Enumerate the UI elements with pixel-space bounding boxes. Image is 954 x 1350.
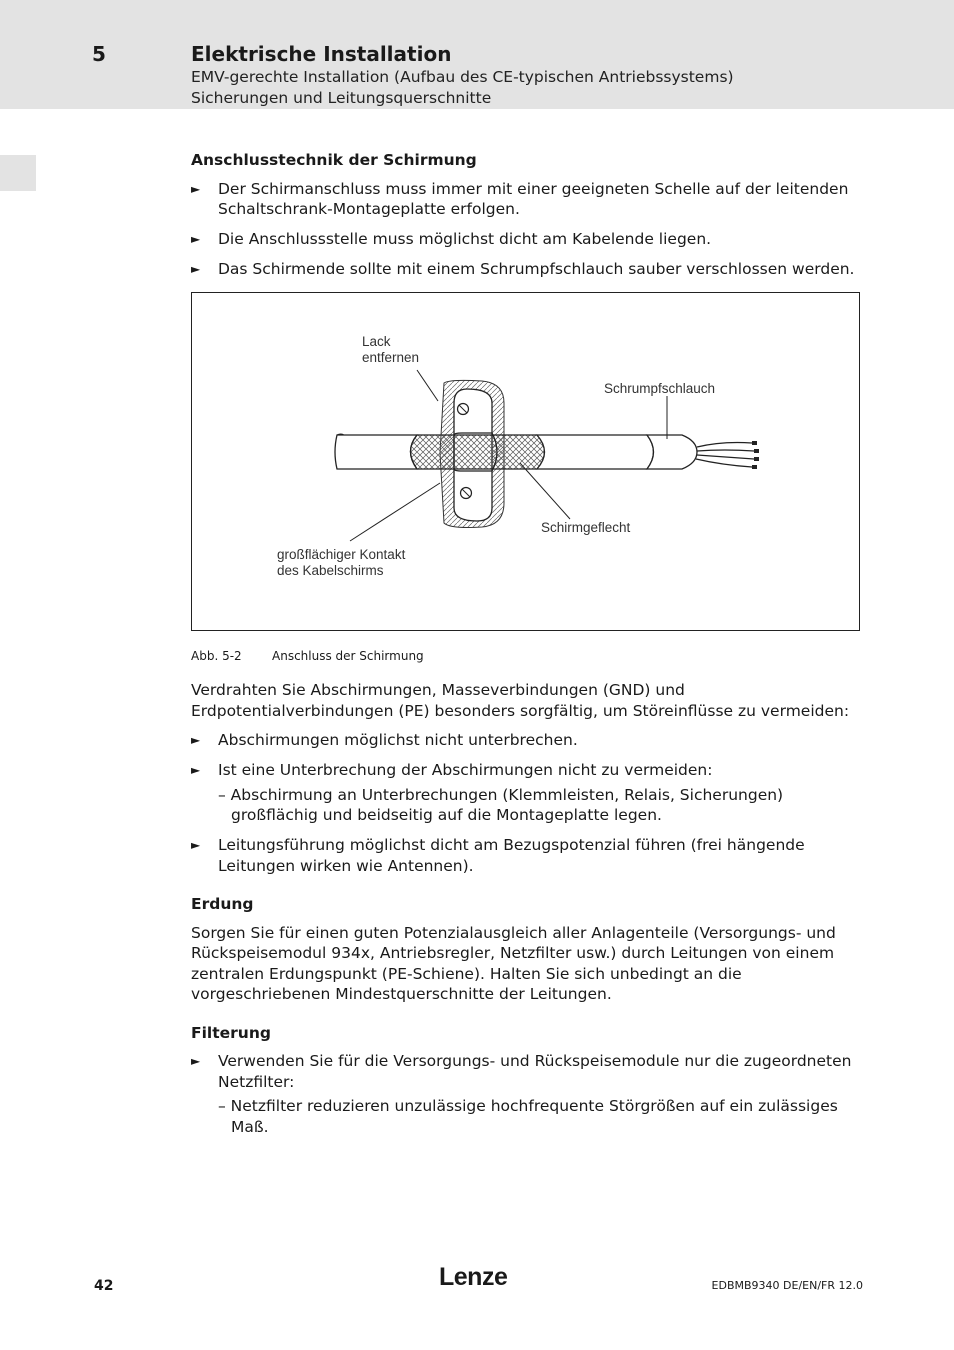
bullet-arrow-icon: ►: [191, 1054, 201, 1068]
bullet-arrow-icon: ►: [191, 232, 201, 246]
leader-kontakt: [350, 483, 440, 541]
caption-text: Anschluss der Schirmung: [272, 648, 424, 663]
cable-jacket-right: [537, 435, 654, 469]
leader-lack: [417, 370, 438, 401]
sub-item: – Abschirmung an Unterbrechungen (Klemmleisten, Relais, Sicherungen) großflächig und beidseitig auf die Montageplatte legen.: [218, 785, 784, 824]
main-content: [191, 150, 865, 1147]
bullet-text: Leitungsführung möglichst dicht am Bezugspotenzial führen (frei hängende Leitungen wirken wie Antennen).: [218, 836, 805, 875]
document-id: EDBMB9340 DE/EN/FR 12.0: [711, 1279, 863, 1292]
list-item: [191, 1051, 865, 1137]
label-kontakt-line-1: großflächiger Kontakt: [277, 546, 406, 562]
bullet-arrow-icon: ►: [191, 763, 201, 777]
wire-ends: [752, 441, 759, 469]
sub-item: – Netzfilter reduzieren unzulässige hochfrequente Störgrößen auf ein zulässiges Maß.: [218, 1097, 838, 1136]
page-number: 42: [94, 1278, 114, 1294]
list-item: [191, 760, 865, 826]
bullet-arrow-icon: ►: [191, 181, 201, 196]
lenze-logo: Lenze: [439, 1263, 508, 1291]
side-tab-marker: [0, 155, 36, 191]
bullet-text: Verwenden Sie für die Versorgungs- und Rückspeisemodule nur die zugeordneten Netzfilter:: [218, 1052, 852, 1091]
bullet-text: Der Schirmanschluss muss immer mit einer geeigneten Schelle auf der leitenden Schaltschrank-Montageplatte erfolgen.: [218, 179, 849, 218]
label-schrumpfschlauch: Schrumpfschlauch: [604, 380, 716, 396]
abschirmung-bullet-list: [191, 730, 865, 876]
cable-jacket-left: [335, 435, 417, 469]
subtitle-line-2: Sicherungen und Leitungsquerschnitte: [191, 89, 492, 107]
list-item: [191, 835, 865, 876]
schirmung-bullet-list: [191, 179, 865, 280]
bullet-arrow-icon: ►: [191, 733, 201, 747]
list-item: [191, 179, 865, 220]
label-lack-line-1: Lack: [362, 333, 391, 349]
shield-connection-figure: [191, 292, 860, 631]
chapter-number: 5: [92, 42, 106, 66]
cable-clamp-illustration: [192, 293, 859, 630]
bullet-text: Abschirmungen möglichst nicht unterbrechen.: [218, 731, 578, 749]
bullet-text: Die Anschlussstelle muss möglichst dicht am Kabelende liegen.: [218, 230, 712, 248]
shield-braid: [411, 435, 545, 469]
heat-shrink-tube: [647, 435, 697, 469]
bullet-text: Ist eine Unterbrechung der Abschirmungen nicht zu vermeiden:: [218, 761, 713, 779]
list-item: [191, 730, 865, 751]
filterung-bullet-list: [191, 1051, 865, 1137]
cable-wires: [696, 442, 754, 467]
bullet-arrow-icon: ►: [191, 262, 201, 276]
list-item: [191, 229, 865, 250]
caption-number: Abb. 5-2: [191, 648, 242, 663]
list-item: [191, 259, 865, 280]
label-schirmgeflecht: Schirmgeflecht: [541, 519, 631, 535]
label-lack-line-2: entfernen: [362, 349, 420, 365]
section-heading-erdung: Erdung: [191, 895, 254, 913]
bullet-text: Das Schirmende sollte mit einem Schrumpfschlauch sauber verschlossen werden.: [218, 260, 855, 278]
figure-caption: [191, 646, 865, 667]
chapter-title: Elektrische Installation: [191, 42, 452, 66]
subtitle-line-1: EMV-gerechte Installation (Aufbau des CE-typischen Antriebssystems): [191, 68, 734, 86]
paragraph-erdung: Sorgen Sie für einen guten Potenzialausgleich aller Anlagenteile (Versorgungs- und Rückspeisemodul 934x, Antriebsregler, Netzfilter usw.) durch Leitungen von einem zentralen Erdungspunkt (PE-Schiene). Halten Sie sich unbedingt an die vorgeschriebenen Mindestquerschnitte der Leitungen.: [191, 923, 836, 1003]
label-kontakt-line-2: des Kabelschirms: [277, 562, 384, 578]
section-heading-schirmung: Anschlusstechnik der Schirmung: [191, 151, 477, 169]
leader-geflecht: [520, 463, 570, 519]
section-heading-filterung: Filterung: [191, 1023, 271, 1042]
bullet-arrow-icon: ►: [191, 838, 201, 852]
paragraph-intro: Verdrahten Sie Abschirmungen, Masseverbindungen (GND) und Erdpotentialverbindungen (PE) besonders sorgfältig, um Störeinflüsse zu vermeiden:: [191, 681, 850, 720]
